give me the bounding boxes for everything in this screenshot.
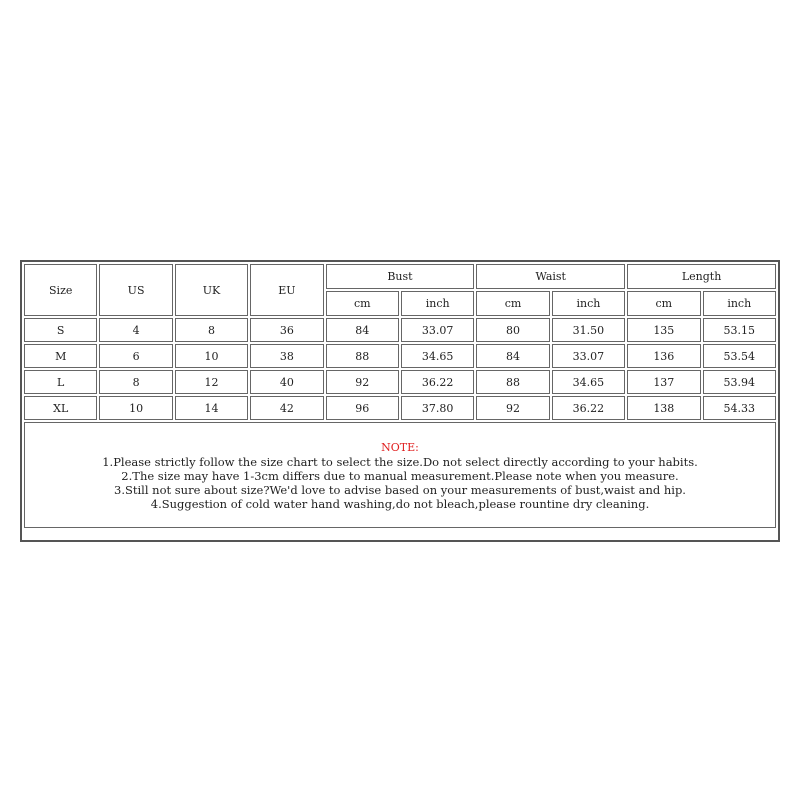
subheader-length-inch: inch [703, 291, 776, 316]
cell-length-inch: 53.54 [703, 344, 776, 368]
cell-eu: 42 [250, 396, 323, 420]
cell-waist-inch: 31.50 [552, 318, 625, 342]
cell-bust-inch: 36.22 [401, 370, 474, 394]
subheader-waist-cm: cm [476, 291, 549, 316]
cell-uk: 8 [175, 318, 248, 342]
cell-eu: 36 [250, 318, 323, 342]
cell-bust-cm: 88 [326, 344, 399, 368]
cell-length-cm: 135 [627, 318, 700, 342]
header-bust: Bust [326, 264, 475, 289]
header-row [24, 264, 776, 289]
cell-waist-cm: 88 [476, 370, 549, 394]
cell-bust-cm: 92 [326, 370, 399, 394]
cell-us: 4 [99, 318, 172, 342]
subheader-bust-inch: inch [401, 291, 474, 316]
header-us: US [99, 264, 172, 316]
table-row [24, 318, 776, 342]
cell-length-cm: 137 [627, 370, 700, 394]
cell-uk: 14 [175, 396, 248, 420]
size-table [22, 262, 778, 422]
cell-size: XL [24, 396, 97, 420]
cell-bust-inch: 34.65 [401, 344, 474, 368]
cell-uk: 12 [175, 370, 248, 394]
subheader-bust-cm: cm [326, 291, 399, 316]
cell-length-cm: 136 [627, 344, 700, 368]
subheader-waist-inch: inch [552, 291, 625, 316]
cell-us: 8 [99, 370, 172, 394]
note-line-3: 3.Still not sure about size?We'd love to advise based on your measurements of bust,waist and hip. [114, 483, 686, 497]
cell-us: 6 [99, 344, 172, 368]
subheader-length-cm: cm [627, 291, 700, 316]
cell-size: L [24, 370, 97, 394]
cell-size: S [24, 318, 97, 342]
table-row [24, 396, 776, 420]
header-waist: Waist [476, 264, 625, 289]
cell-length-inch: 53.94 [703, 370, 776, 394]
cell-waist-inch: 36.22 [552, 396, 625, 420]
header-eu: EU [250, 264, 323, 316]
header-uk: UK [175, 264, 248, 316]
cell-length-inch: 54.33 [703, 396, 776, 420]
note-line-4: 4.Suggestion of cold water hand washing,do not bleach,please rountine dry cleaning. [150, 497, 650, 511]
note-line-2: 2.The size may have 1-3cm differs due to manual measurement.Please note when you measure. [121, 469, 679, 483]
table-row [24, 370, 776, 394]
table-row [24, 344, 776, 368]
cell-waist-inch: 34.65 [552, 370, 625, 394]
cell-bust-cm: 84 [326, 318, 399, 342]
cell-us: 10 [99, 396, 172, 420]
note-title: NOTE: [381, 441, 419, 454]
cell-waist-cm: 92 [476, 396, 549, 420]
size-chart [20, 260, 780, 542]
cell-eu: 40 [250, 370, 323, 394]
header-length: Length [627, 264, 776, 289]
cell-waist-cm: 84 [476, 344, 549, 368]
cell-length-inch: 53.15 [703, 318, 776, 342]
cell-eu: 38 [250, 344, 323, 368]
header-size: Size [24, 264, 97, 316]
cell-bust-inch: 37.80 [401, 396, 474, 420]
cell-bust-cm: 96 [326, 396, 399, 420]
note-box [24, 422, 776, 528]
cell-bust-inch: 33.07 [401, 318, 474, 342]
cell-uk: 10 [175, 344, 248, 368]
note-line-1: 1.Please strictly follow the size chart to select the size.Do not select directly according to your habits. [102, 455, 698, 469]
cell-waist-inch: 33.07 [552, 344, 625, 368]
cell-size: M [24, 344, 97, 368]
cell-waist-cm: 80 [476, 318, 549, 342]
cell-length-cm: 138 [627, 396, 700, 420]
